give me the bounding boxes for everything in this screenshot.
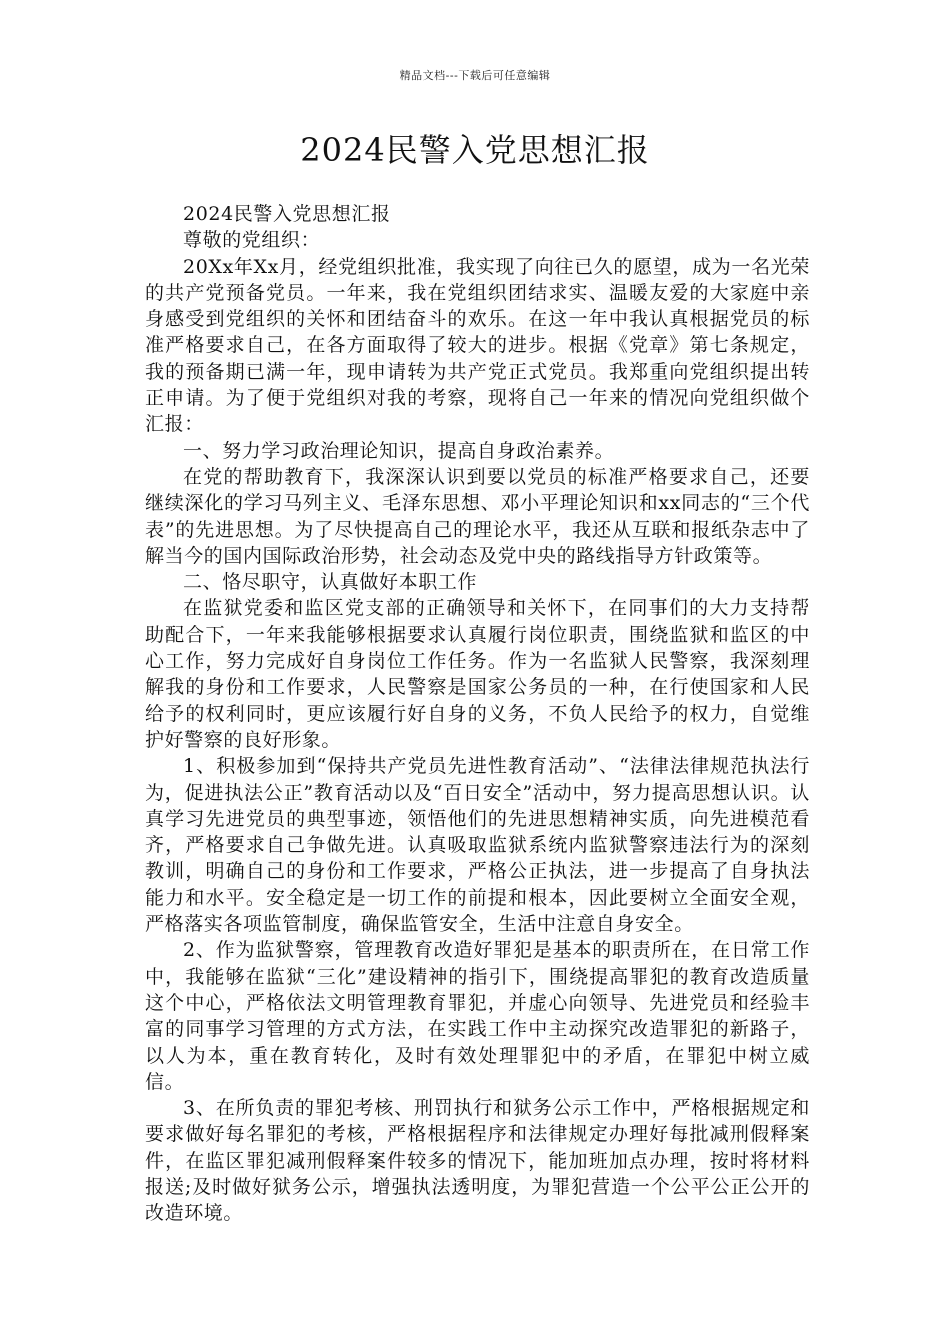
header-note: 精品文档---下载后可任意编辑: [399, 69, 551, 82]
salutation: 尊敬的党组织：: [183, 229, 321, 252]
paragraph-intro: 20Xx年Xx月，经党组织批准，我实现了向往已久的愿望，成为一名光荣的共产党预备党员。一年来，我在党组织团结求实、温暖友爱的大家庭中亲身感受到党组织的关怀和团结奋斗的欢乐。在这一年中我认真根据党员的标准严格要求自己，在各方面取得了较大的进步。根据《党章》第七条规定，我的预备期已满一年，现申请转为共产党正式党员。我郑重向党组织提出转正申请。为了便于党组织对我的考察，现将自己一年来的情况向党组织做个汇报：: [145, 255, 810, 436]
paragraph-study: 在党的帮助教育下，我深深认识到要以党员的标准严格要求自己，还要继续深化的学习马列主义、毛泽东思想、邓小平理论知识和xx同志的“三个代表”的先进思想。为了尽快提高自己的理论水平，我还从互联和报纸杂志中了解当今的国内国际政治形势，社会动态及党中央的路线指导方针政策等。: [145, 465, 810, 567]
paragraph-duty: 在监狱党委和监区党支部的正确领导和关怀下，在同事们的大力支持帮助配合下，一年来我能够根据要求认真履行岗位职责，围绕监狱和监区的中心工作，努力完成好自身岗位工作任务。作为一名监狱人民警察，我深刻理解我的身份和工作要求，人民警察是国家公务员的一种，在行使国家和人民给予的权利同时，更应该履行好自身的义务，不负人民给予的权力，自觉维护好警察的良好形象。: [145, 597, 810, 751]
paragraph-point-2: 2、作为监狱警察，管理教育改造好罪犯是基本的职责所在，在日常工作中，我能够在监狱“三化”建设精神的指引下，围绕提高罪犯的教育改造质量这个中心，严格依法文明管理教育罪犯，并虚心向领导、先进党员和经验丰富的同事学习管理的方式方法，在实践工作中主动探究改造罪犯的新路子，以人为本，重在教育转化，及时有效处理罪犯中的矛盾，在罪犯中树立威信。: [145, 939, 810, 1093]
paragraph-point-1: 1、积极参加到“保持共产党员先进性教育活动”、“法律法律规范执法行为，促进执法公正”教育活动以及“百日安全”活动中，努力提高思想认识。认真学习先进党员的典型事迹，领悟他们的先进思想精神实质，向先进模范看齐，严格要求自己争做先进。认真吸取监狱系统内监狱警察违法行为的深刻教训，明确自己的身份和工作要求，严格公正执法，进一步提高了自身执法能力和水平。安全稳定是一切工作的前提和根本，因此要树立全面安全观，严格落实各项监管制度，确保监管安全，生活中注意自身安全。: [145, 755, 810, 936]
document-title: 2024民警入党思想汇报: [300, 131, 650, 169]
section-heading-2: 二、恪尽职守，认真做好本职工作: [183, 571, 478, 594]
paragraph-point-3: 3、在所负责的罪犯考核、刑罚执行和狱务公示工作中，严格根据规定和要求做好每名罪犯的考核，严格根据程序和法律规定办理好每批减刑假释案件，在监区罪犯减刑假释案件较多的情况下，能加班加点办理，按时将材料报送;及时做好狱务公示，增强执法透明度，为罪犯营造一个公平公正公开的改造环境。: [145, 1097, 810, 1225]
body-subtitle: 2024民警入党思想汇报: [183, 203, 391, 225]
document-body: [145, 201, 810, 1227]
section-heading-1: 一、努力学习政治理论知识，提高自身政治素养。: [183, 439, 615, 462]
